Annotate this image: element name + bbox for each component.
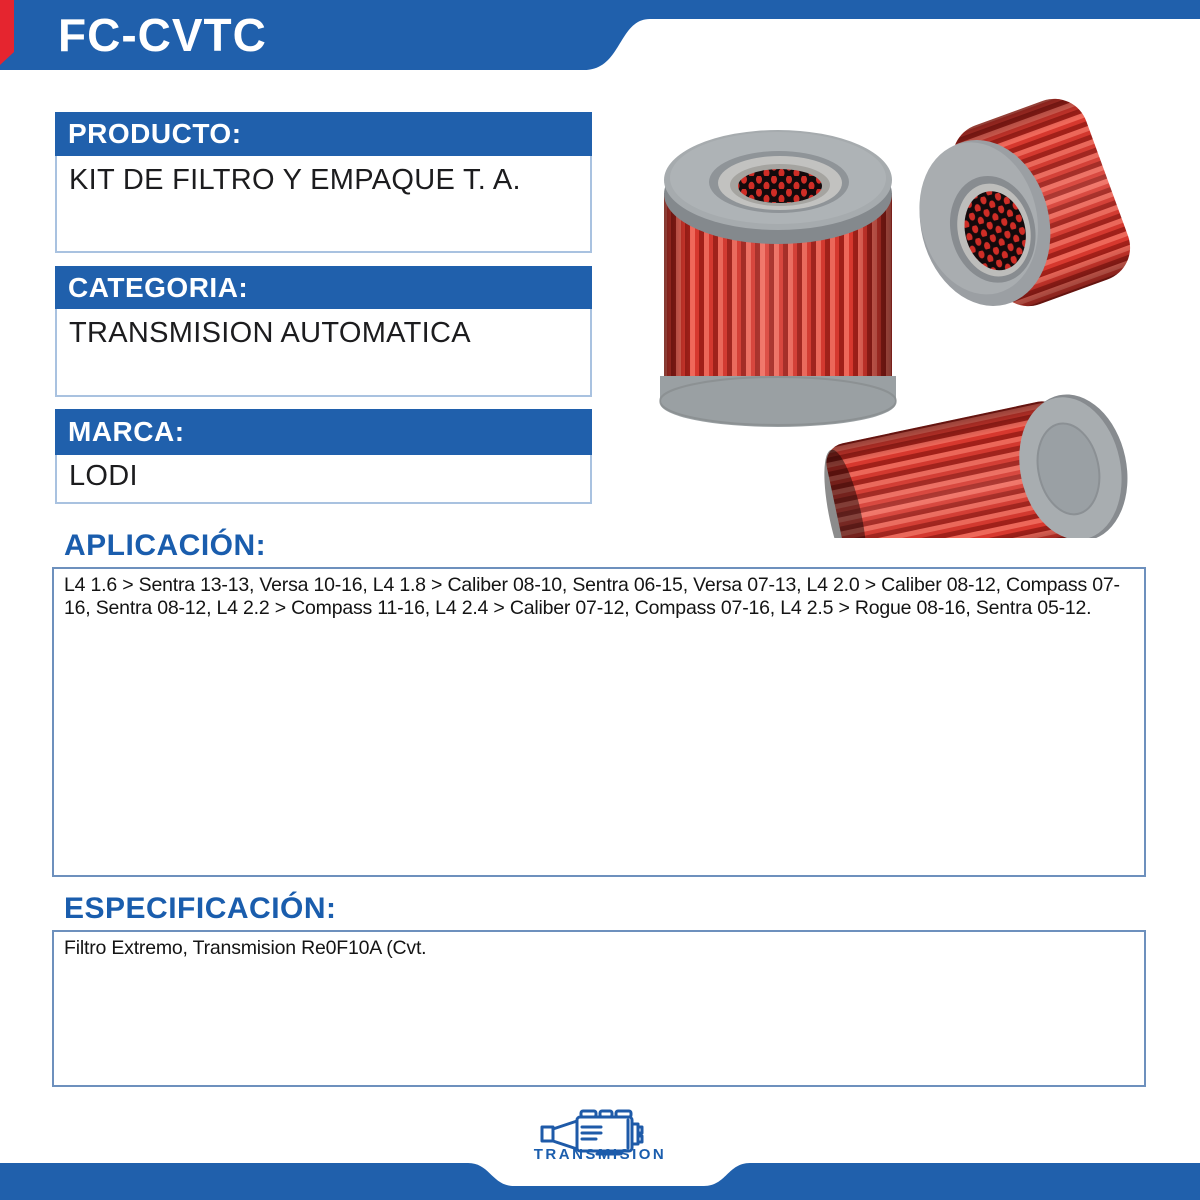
marca-value: LODI (55, 455, 592, 504)
aplicacion-text: L4 1.6 > Sentra 13-13, Versa 10-16, L4 1.8 > Caliber 08-10, Sentra 06-15, Versa 07-13, L4 2.0 > Caliber 08-12, Compass 07-16, Sentra 08-12, L4 2.2 > Compass 11-16, L4 2.4 > Caliber 07-12, Compass 07-16, L4 2.5 > Rogue 08-16, Sentra 05-12. (64, 574, 1120, 619)
footer-bar-shape (0, 1163, 1200, 1200)
especificacion-heading: ESPECIFICACIÓN: (64, 892, 337, 925)
transmission-filter-photo (620, 98, 1180, 538)
categoria-label: CATEGORIA: (55, 266, 592, 309)
aplicacion-box (52, 567, 1146, 877)
filter-angled-view (903, 98, 1140, 320)
categoria-value: TRANSMISION AUTOMATICA (55, 309, 592, 397)
footer-bar (0, 1160, 1200, 1200)
producto-label: PRODUCTO: (55, 112, 592, 156)
marca-label: MARCA: (55, 409, 592, 455)
especificacion-text: Filtro Extremo, Transmision Re0F10A (Cvt. (64, 937, 427, 959)
page-title: FC-CVTC (58, 9, 267, 61)
aplicacion-heading: APLICACIÓN: (64, 529, 267, 562)
producto-value: KIT DE FILTRO Y EMPAQUE T. A. (55, 156, 592, 253)
especificacion-box (52, 930, 1146, 1087)
footer-category-label: TRANSMISION (533, 1146, 667, 1163)
filter-front-view (660, 130, 896, 427)
